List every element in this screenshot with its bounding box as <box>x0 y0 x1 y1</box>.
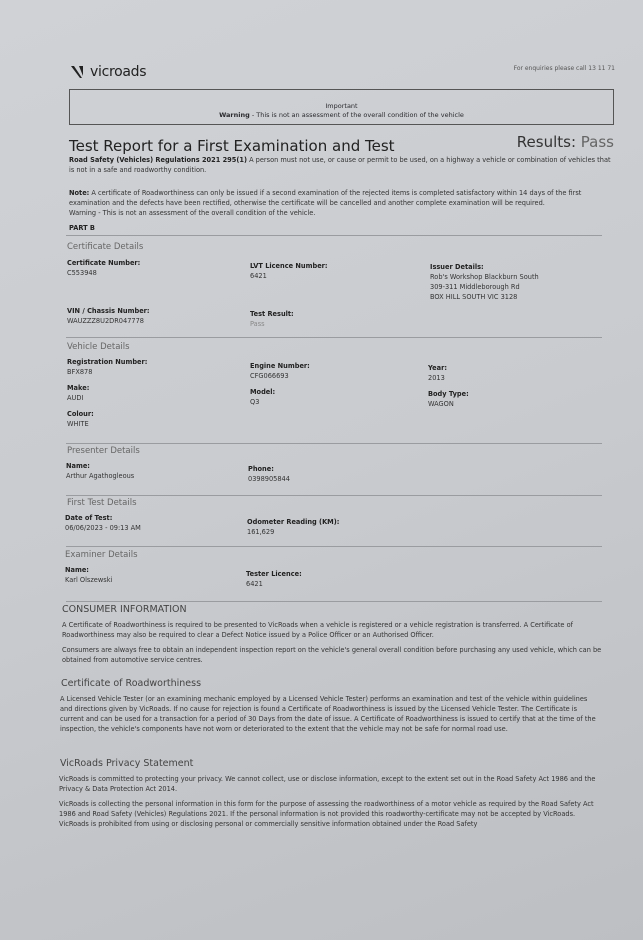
cert-number-field <box>67 259 140 278</box>
field-label: Colour: <box>67 410 94 418</box>
issuer-line: BOX HILL SOUTH VIC 3128 <box>430 293 518 301</box>
make-field <box>67 384 89 403</box>
field-value: 161,629 <box>247 528 275 536</box>
warning-text: - This is not an assessment of the overall condition of the vehicle <box>249 111 464 119</box>
vin-field <box>67 307 150 326</box>
regulation-bold: Road Safety (Vehicles) Regulations 2021 295(1) <box>69 156 247 164</box>
field-label: Certificate Number: <box>67 259 141 267</box>
divider <box>66 235 602 236</box>
field-label: Model: <box>250 388 276 396</box>
issuer-line: Rob's Workshop Blackburn South <box>430 273 539 281</box>
privacy-p1: VicRoads is committed to protecting your privacy. We cannot collect, use or disclose information, except to the extent set out in the Road Safety Act 1986 and the Privacy & Data Protection Act 2014. <box>59 775 596 793</box>
field-value: C553948 <box>67 269 97 277</box>
divider <box>66 546 602 547</box>
year-field <box>428 364 447 383</box>
lvt-field <box>250 262 328 281</box>
field-value: AUDI <box>67 394 84 402</box>
field-label: Year: <box>428 364 447 372</box>
examiner-heading: Examiner Details <box>65 550 138 560</box>
vicroads-logo <box>70 64 146 80</box>
presenter-name-field <box>66 462 134 481</box>
odometer-field <box>247 518 339 537</box>
roadworthiness-p1: A Licensed Vehicle Tester (or an examining mechanic employed by a Licensed Vehicle Tester) performs an examination and test of the vehicle within guidelines and directions given by VicRoads. If no cause for rejection is found a Certificate of Roadworthiness is issued by the Licensed Vehicle Tester. The Certificate is current and can be used for a transaction for a period of 30 Days from the date of issue. A Certificate of Roadworthiness is issued to certify that at the time of the inspection, the vehicle's components have not worn or deteriorated to the extent that the vehicle may not be safe for normal road use. <box>60 695 596 733</box>
issuer-field <box>430 263 539 302</box>
consumer-p1: A Certificate of Roadworthiness is required to be presented to VicRoads when a vehicle is registered or a vehicle registration is transferred. A Certificate of Roadworthiness may also be required to clear a Defect Notice issued by a Police Officer or an Authorised Officer. <box>62 621 573 639</box>
note-warning: Warning - This is not an assessment of the overall condition of the vehicle. <box>69 209 316 217</box>
field-value: 2013 <box>428 374 445 382</box>
field-label: Odometer Reading (KM): <box>247 518 340 526</box>
enquiries-text: For enquiries please call 13 11 71 <box>513 65 615 72</box>
consumer-heading: CONSUMER INFORMATION <box>62 604 187 615</box>
field-value: Pass <box>250 320 265 328</box>
divider <box>66 443 602 444</box>
field-value: CFG066693 <box>250 372 289 380</box>
phone-field <box>248 465 290 484</box>
presenter-heading: Presenter Details <box>67 446 140 456</box>
certificate-heading: Certificate Details <box>67 242 144 252</box>
logo-text: vicroads <box>90 64 147 80</box>
note-bold: Note: <box>69 189 90 197</box>
date-field <box>65 514 141 533</box>
field-value: Q3 <box>250 398 260 406</box>
field-value: Arthur Agathogleous <box>66 472 135 480</box>
field-label: LVT Licence Number: <box>250 262 328 270</box>
warning-heading: Important <box>325 102 358 110</box>
field-label: Test Result: <box>250 310 294 318</box>
field-label: Registration Number: <box>67 358 148 366</box>
note-text <box>69 188 614 218</box>
roadworthiness-heading: Certificate of Roadworthiness <box>61 678 202 689</box>
field-label: Date of Test: <box>65 514 113 522</box>
field-label: Make: <box>67 384 90 392</box>
results-label: Results: <box>516 133 577 151</box>
warning-label: Warning <box>219 111 250 119</box>
warning-box <box>69 89 614 125</box>
field-label: Phone: <box>248 465 274 473</box>
model-field <box>250 388 275 407</box>
page-title: Test Report for a First Examination and Test <box>69 137 395 155</box>
body-field <box>428 390 469 409</box>
tester-licence-field <box>246 570 302 589</box>
vehicle-heading: Vehicle Details <box>67 342 130 352</box>
reg-field <box>67 358 147 377</box>
note-body: A certificate of Roadworthiness can only be issued if a second examination of the rejected items is completed satisfactory within 14 days of the first examination and the defects have been rectified, otherwise the certificate will be cancelled and another complete examination will be required. <box>69 189 582 207</box>
divider <box>66 601 602 602</box>
field-value: 0398905844 <box>248 475 290 483</box>
engine-field <box>250 362 310 381</box>
field-label: Name: <box>66 462 90 470</box>
divider <box>66 337 602 338</box>
field-label: Name: <box>65 566 89 574</box>
results-value: Pass <box>580 133 614 151</box>
consumer-p2: Consumers are always free to obtain an independent inspection report on the vehicle's general overall condition before purchasing any used vehicle, which can be obtained from automotive service centres. <box>62 646 602 664</box>
privacy-heading: VicRoads Privacy Statement <box>60 758 194 769</box>
divider <box>66 495 602 496</box>
field-label: Tester Licence: <box>246 570 302 578</box>
field-value: 6421 <box>246 580 263 588</box>
results <box>517 133 614 151</box>
vicroads-logo-icon <box>70 64 88 80</box>
field-value: 6421 <box>250 272 267 280</box>
part-label: PART B <box>69 224 95 232</box>
test-result-field <box>250 310 294 329</box>
examiner-name-field <box>65 566 112 585</box>
field-label: Body Type: <box>428 390 469 398</box>
field-label: Engine Number: <box>250 362 310 370</box>
field-value: WAGON <box>428 400 454 408</box>
issuer-line: 309-311 Middleborough Rd <box>430 283 520 291</box>
regulation-text <box>69 155 614 175</box>
field-value: Karl Olszewski <box>65 576 113 584</box>
colour-field <box>67 410 94 429</box>
field-value: BFX878 <box>67 368 93 376</box>
field-label: Issuer Details: <box>430 263 484 271</box>
first-test-heading: First Test Details <box>67 498 137 508</box>
field-label: VIN / Chassis Number: <box>67 307 150 315</box>
privacy-p2: VicRoads is collecting the personal information in this form for the purpose of assessing the roadworthiness of a motor vehicle as required by the Road Safety Act 1986 and Road Safety (Vehicles) Regulations 2021. If the personal information is not provided this roadworthy-certificate may not be accepted by VicRoads. VicRoads is prohibited from using or disclosing personal or commercially sensitive information obtained under the Road Safety <box>59 800 594 828</box>
regulation-body: A person must not use, or cause or permit to be used, on a highway a vehicle or combination of vehicles that is not in a safe and roadworthy condition. <box>69 156 611 174</box>
field-value: 06/06/2023 - 09:13 AM <box>65 524 141 532</box>
field-value: WHITE <box>67 420 89 428</box>
field-value: WAUZZZ8U2DR047778 <box>67 317 144 325</box>
